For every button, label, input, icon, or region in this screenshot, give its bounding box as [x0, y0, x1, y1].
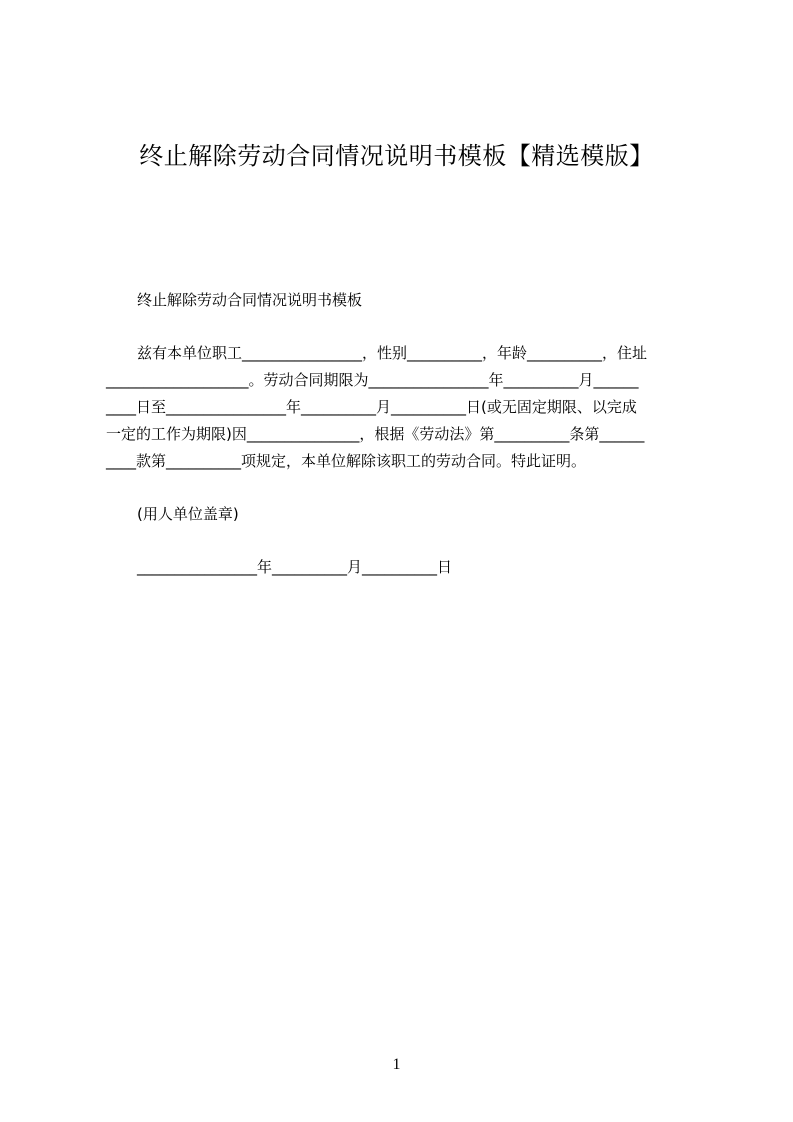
document-title: 终止解除劳动合同情况说明书模板【精选模版】 [139, 142, 654, 170]
body-line-2: ___________________。劳动合同期限为________________年__________月______ [106, 371, 639, 389]
page-number: 1 [392, 1056, 401, 1073]
document-subtitle: 终止解除劳动合同情况说明书模板 [137, 291, 363, 309]
date-blank-line: ________________年__________月__________日 [137, 558, 453, 576]
body-line-5: ____款第__________项规定，本单位解除该职工的劳动合同。特此证明。 [106, 452, 587, 470]
employer-seal-label: (用人单位盖章) [137, 505, 239, 523]
body-line-3: ____日至________________年__________月__________日(或无固定期限、以完成 [106, 398, 637, 416]
body-line-4: 一定的工作为期限)因_______________，根据《劳动法》第__________条第______ [106, 425, 645, 443]
body-line-1: 兹有本单位职工________________，性别__________，年龄__________，住址 [137, 344, 648, 362]
